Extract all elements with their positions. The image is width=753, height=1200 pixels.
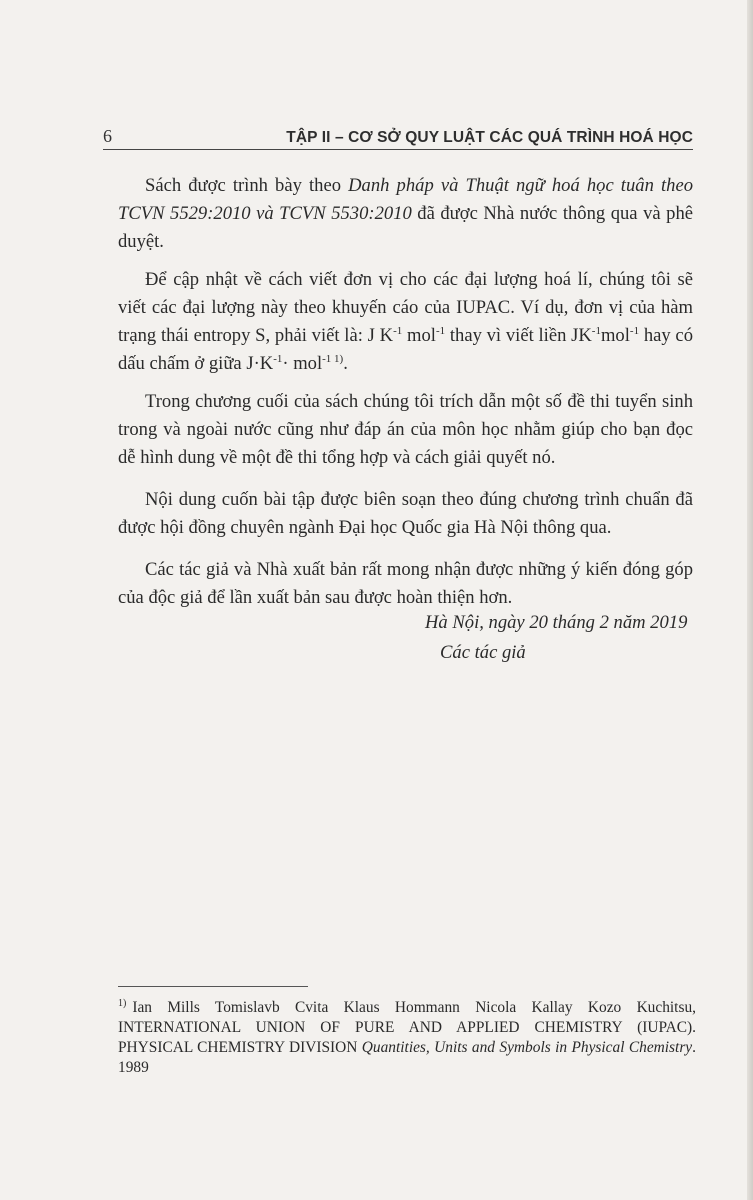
p2-sup-4: -1 [629,324,640,337]
paragraph-4: Nội dung cuốn bài tập được biên soạn theo đúng chương trình chuẩn đã được hội đồng chuyên ngành Đại học Quốc gia Hà Nội thông qua. [118,489,693,538]
p2-text-e: hay có dấu chấm ở giữa J·K [118,325,693,374]
p2-sup-3: -1 [591,324,601,337]
footnote-text: Ian Mills Tomislavb Cvita Klaus Hommann Nicola Kallay Kozo Kuchitsu, INTERNATIONAL UNION OF PURE AND APPLIED CHEMISTRY (IUPAC). PHYSICAL CHEMISTRY DIVISION [118,999,696,1056]
p2-sup-1: -1 [393,324,403,337]
header-rule [103,149,693,150]
paragraph-3: Trong chương cuối của sách chúng tôi trích dẫn một số đề thi tuyển sinh trong và ngoài nước cũng như đáp án của môn học nhằm giúp cho bạn đọc dễ hình dung về một đề thi tổng hợp và cách giải quyết nó. [118,391,693,468]
footnote-tail: . 1989 [118,1039,696,1076]
p2-text-d: mol [600,325,630,346]
p2-text-a: Để cập nhật về cách viết đơn vị cho các đại lượng hoá lí, chúng tôi sẽ viết các đại lượng này theo khuyến cáo của IUPAC. Ví dụ, đơn vị của hàm trạng thái entropy S, phải viết là: J K [118,269,693,346]
p2-text-c: thay vì viết liền JK [445,325,592,346]
p2-text-g: . [343,353,348,374]
p2-sup-2: -1 [435,324,446,337]
signoff-authors: Các tác giả [440,642,526,663]
paragraph-2 [118,266,693,378]
page-edge [747,0,753,1200]
footnote [118,998,696,1078]
p2-text-f: · mol [282,353,323,374]
p1-italic-title: Danh pháp và Thuật ngữ hoá học tuân theo TCVN 5529:2010 và TCVN 5530:2010 [118,175,693,224]
p1-text-b: đã được Nhà nước thông qua và phê duyệt. [118,203,693,252]
p2-text-b: mol [402,325,436,346]
p2-sup-5: -1 [273,352,283,365]
footnote-title: Quantities, Units and Symbols in Physical Chemistry [361,1039,693,1056]
footnote-marker: 1) [118,998,127,1009]
body-text [118,172,693,626]
p2-sup-6: -1 1) [322,352,344,365]
page-number: 6 [103,126,112,146]
p1-text-a: Sách được trình bày theo [145,175,349,196]
page-header [103,126,693,147]
running-title: TẬP II – CƠ SỞ QUY LUẬT CÁC QUÁ TRÌNH HOÁ HỌC [286,129,693,146]
paragraph-5: Các tác giả và Nhà xuất bản rất mong nhận được những ý kiến đóng góp của độc giả để lần xuất bản sau được hoàn thiện hơn. [118,559,693,608]
footnote-rule [118,986,308,987]
signoff-date: Hà Nội, ngày 20 tháng 2 năm 2019 [425,612,688,633]
paragraph-1 [118,172,693,256]
signoff [425,608,695,668]
